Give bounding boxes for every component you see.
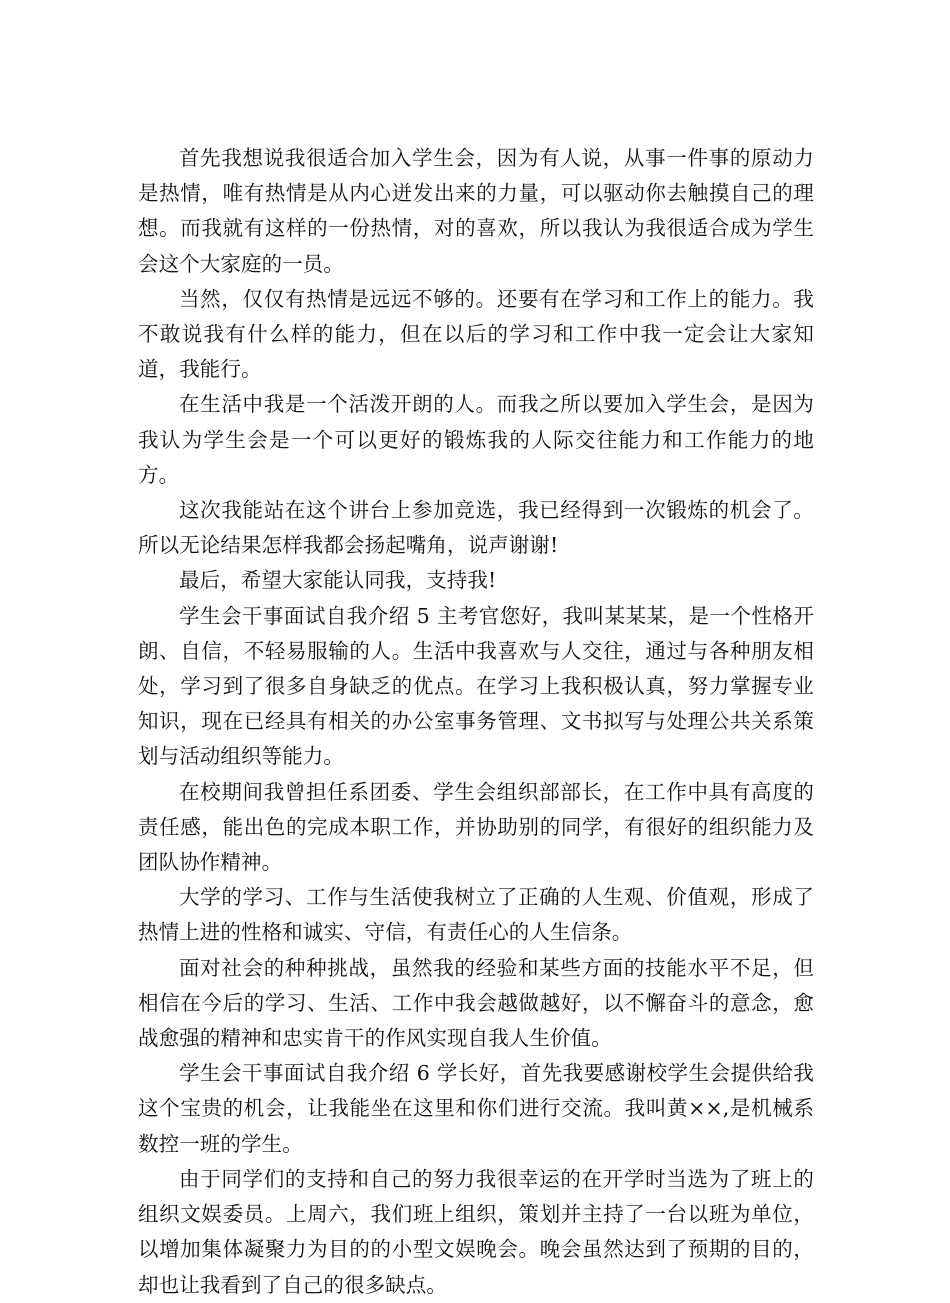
document-page (138, 141, 814, 1303)
paragraph: 面对社会的种种挑战，虽然我的经验和某些方面的技能水平不足，但相信在今后的学习、生活、工作中我会越做越好，以不懈奋斗的意念，愈战愈强的精神和忠实肯干的作风实现自我人生价值。 (138, 955, 814, 1051)
paragraph: 由于同学们的支持和自己的努力我很幸运的在开学时当选为了班上的组织文娱委员。上周六，我们班上组织，策划并主持了一台以班为单位，以增加集体凝聚力为目的的小型文娱晚会。晚会虽然达到了预期的目的，却也让我看到了自己的很多缺点。 (138, 1166, 814, 1297)
paragraph: 大学的学习、工作与生活使我树立了正确的人生观、价值观，形成了热情上进的性格和诚实、守信，有责任心的人生信条。 (138, 885, 814, 945)
paragraph: 学生会干事面试自我介绍 6 学长好，首先我要感谢校学生会提供给我这个宝贵的机会，让我能坐在这里和你们进行交流。我叫黄××,是机械系数控一班的学生。 (138, 1061, 814, 1156)
paragraph: 最后，希望大家能认同我，支持我! (179, 568, 497, 593)
paragraph: 在校期间我曾担任系团委、学生会组织部部长，在工作中具有高度的责任感，能出色的完成本职工作，并协助别的同学，有很好的组织能力及团队协作精神。 (138, 779, 814, 875)
paragraph: 当然，仅仅有热情是远远不够的。还要有在学习和工作上的能力。我不敢说我有什么样的能力，但在以后的学习和工作中我一定会让大家知道，我能行。 (138, 286, 814, 382)
paragraph: 这次我能站在这个讲台上参加竞选，我已经得到一次锻炼的机会了。所以无论结果怎样我都会扬起嘴角，说声谢谢! (138, 498, 814, 558)
paragraph: 在生活中我是一个活泼开朗的人。而我之所以要加入学生会，是因为我认为学生会是一个可以更好的锻炼我的人际交往能力和工作能力的地方。 (138, 392, 814, 487)
paragraph: 首先我想说我很适合加入学生会，因为有人说，从事一件事的原动力是热情，唯有热情是从内心迸发出来的力量，可以驱动你去触摸自己的理想。而我就有这样的一份热情，对的喜欢，所以我认为我很适合成为学生会这个大家庭的一员。 (138, 146, 814, 276)
paragraph: 学生会干事面试自我介绍 5 主考官您好，我叫某某某，是一个性格开朗、自信，不轻易服输的人。生活中我喜欢与人交往，通过与各种朋友相处，学习到了很多自身缺乏的优点。在学习上我积极认真，努力掌握专业知识，现在已经具有相关的办公室事务管理、文书拟写与处理公共关系策划与活动组织等能力。 (138, 603, 814, 769)
